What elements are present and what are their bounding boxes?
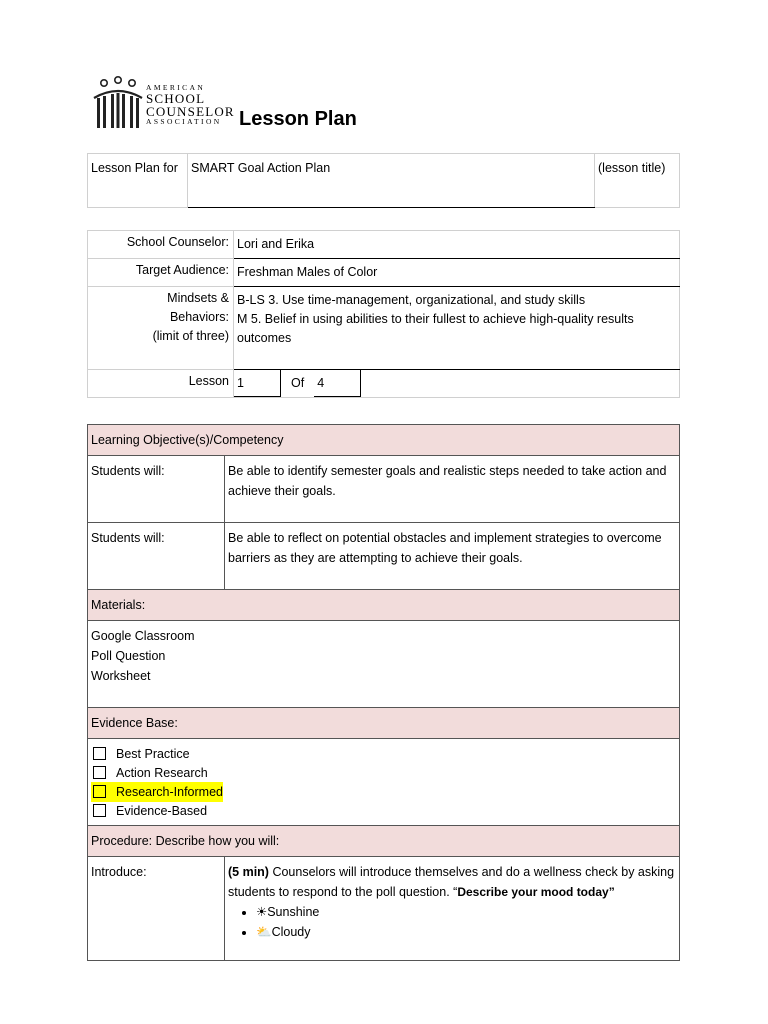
mindsets-label [88,287,234,370]
counselor-field[interactable]: Lori and Erika [234,231,680,259]
material-item: Google Classroom [91,629,195,643]
checkbox-icon[interactable] [93,766,106,779]
material-item: Worksheet [91,669,151,683]
logo-wordmark [146,84,235,125]
lesson-title-suffix: (lesson title) [595,154,680,208]
objective-label: Students will: [88,456,225,523]
lesson-label: Lesson [88,370,234,398]
evidence-option-label: Best Practice [116,746,190,761]
materials-list[interactable] [88,621,680,708]
logo-line-association: ASSOCIATION [146,116,222,126]
introduce-label: Introduce: [88,857,225,961]
asca-logo [92,76,235,132]
logo-line-american: AMERICAN [146,83,206,92]
mindsets-line: M 5. Belief in using abilities to their fullest to achieve high-quality results outcomes [237,312,634,345]
lesson-number-field[interactable]: 1 [234,370,281,397]
logo-line-counselor: COUNSELOR [146,103,235,119]
mood-option-label: Cloudy [271,925,311,939]
objective-label: Students will: [88,523,225,590]
mindsets-label-line: (limit of three) [152,329,229,343]
evidence-option-label: Research-Informed [116,784,223,799]
lesson-total-field[interactable]: 4 [314,370,361,397]
mood-option [256,902,675,922]
lesson-count-cell [234,370,680,398]
objective-text[interactable]: Be able to reflect on potential obstacles and implement strategies to overcome barriers as they are attempting to achieve their goals. [225,523,680,590]
evidence-option-action-research[interactable] [91,763,675,782]
checkbox-icon[interactable] [93,747,106,760]
counselor-label: School Counselor: [88,231,234,259]
procedure-heading: Procedure: Describe how you will: [88,826,680,857]
mood-option [256,922,675,942]
evidence-option-research-informed[interactable] [91,782,675,801]
introduce-description: Counselors will introduce themselves and do a wellness check by asking students to respond to the poll question. “ [228,865,675,899]
introduce-question: Describe your mood today” [457,885,615,899]
evidence-option-label: Action Research [116,765,208,780]
audience-field[interactable]: Freshman Males of Color [234,259,680,287]
lesson-info-table [87,230,680,398]
sun-icon: ☀ [256,905,268,919]
mindsets-label-line: Mindsets & [167,291,229,305]
checkbox-icon[interactable] [93,804,106,817]
introduce-time: (5 min) [228,865,269,879]
lesson-title-table [87,153,680,208]
evidence-option-label: Evidence-Based [116,803,208,818]
materials-heading: Materials: [88,590,680,621]
mindsets-line: B-LS 3. Use time-management, organizational, and study skills [237,293,586,307]
of-label: Of [291,376,305,390]
logo-line-school: SCHOOL [146,90,206,106]
lesson-details-table [87,424,680,961]
audience-label: Target Audience: [88,259,234,287]
mindsets-label-line: Behaviors: [169,310,229,324]
checkbox-icon[interactable] [93,785,106,798]
introduce-text[interactable] [225,857,680,961]
asca-figures-icon [92,76,144,132]
evidence-option-best-practice[interactable] [91,744,675,763]
mindsets-field[interactable] [234,287,680,370]
lesson-plan-for-label: Lesson Plan for [88,154,188,208]
evidence-option-evidence-based[interactable] [91,801,675,820]
objectives-heading: Learning Objective(s)/Competency [88,425,680,456]
objective-text[interactable]: Be able to identify semester goals and realistic steps needed to take action and achieve their goals. [225,456,680,523]
lesson-title-field[interactable]: SMART Goal Action Plan [188,154,595,208]
document-title: Lesson Plan [239,108,357,130]
mood-options-list [228,902,675,942]
mood-option-label: Sunshine [267,905,320,919]
evidence-heading: Evidence Base: [88,708,680,739]
evidence-options [88,739,680,826]
material-item: Poll Question [91,649,166,663]
cloud-sun-icon: ⛅ [256,925,272,939]
